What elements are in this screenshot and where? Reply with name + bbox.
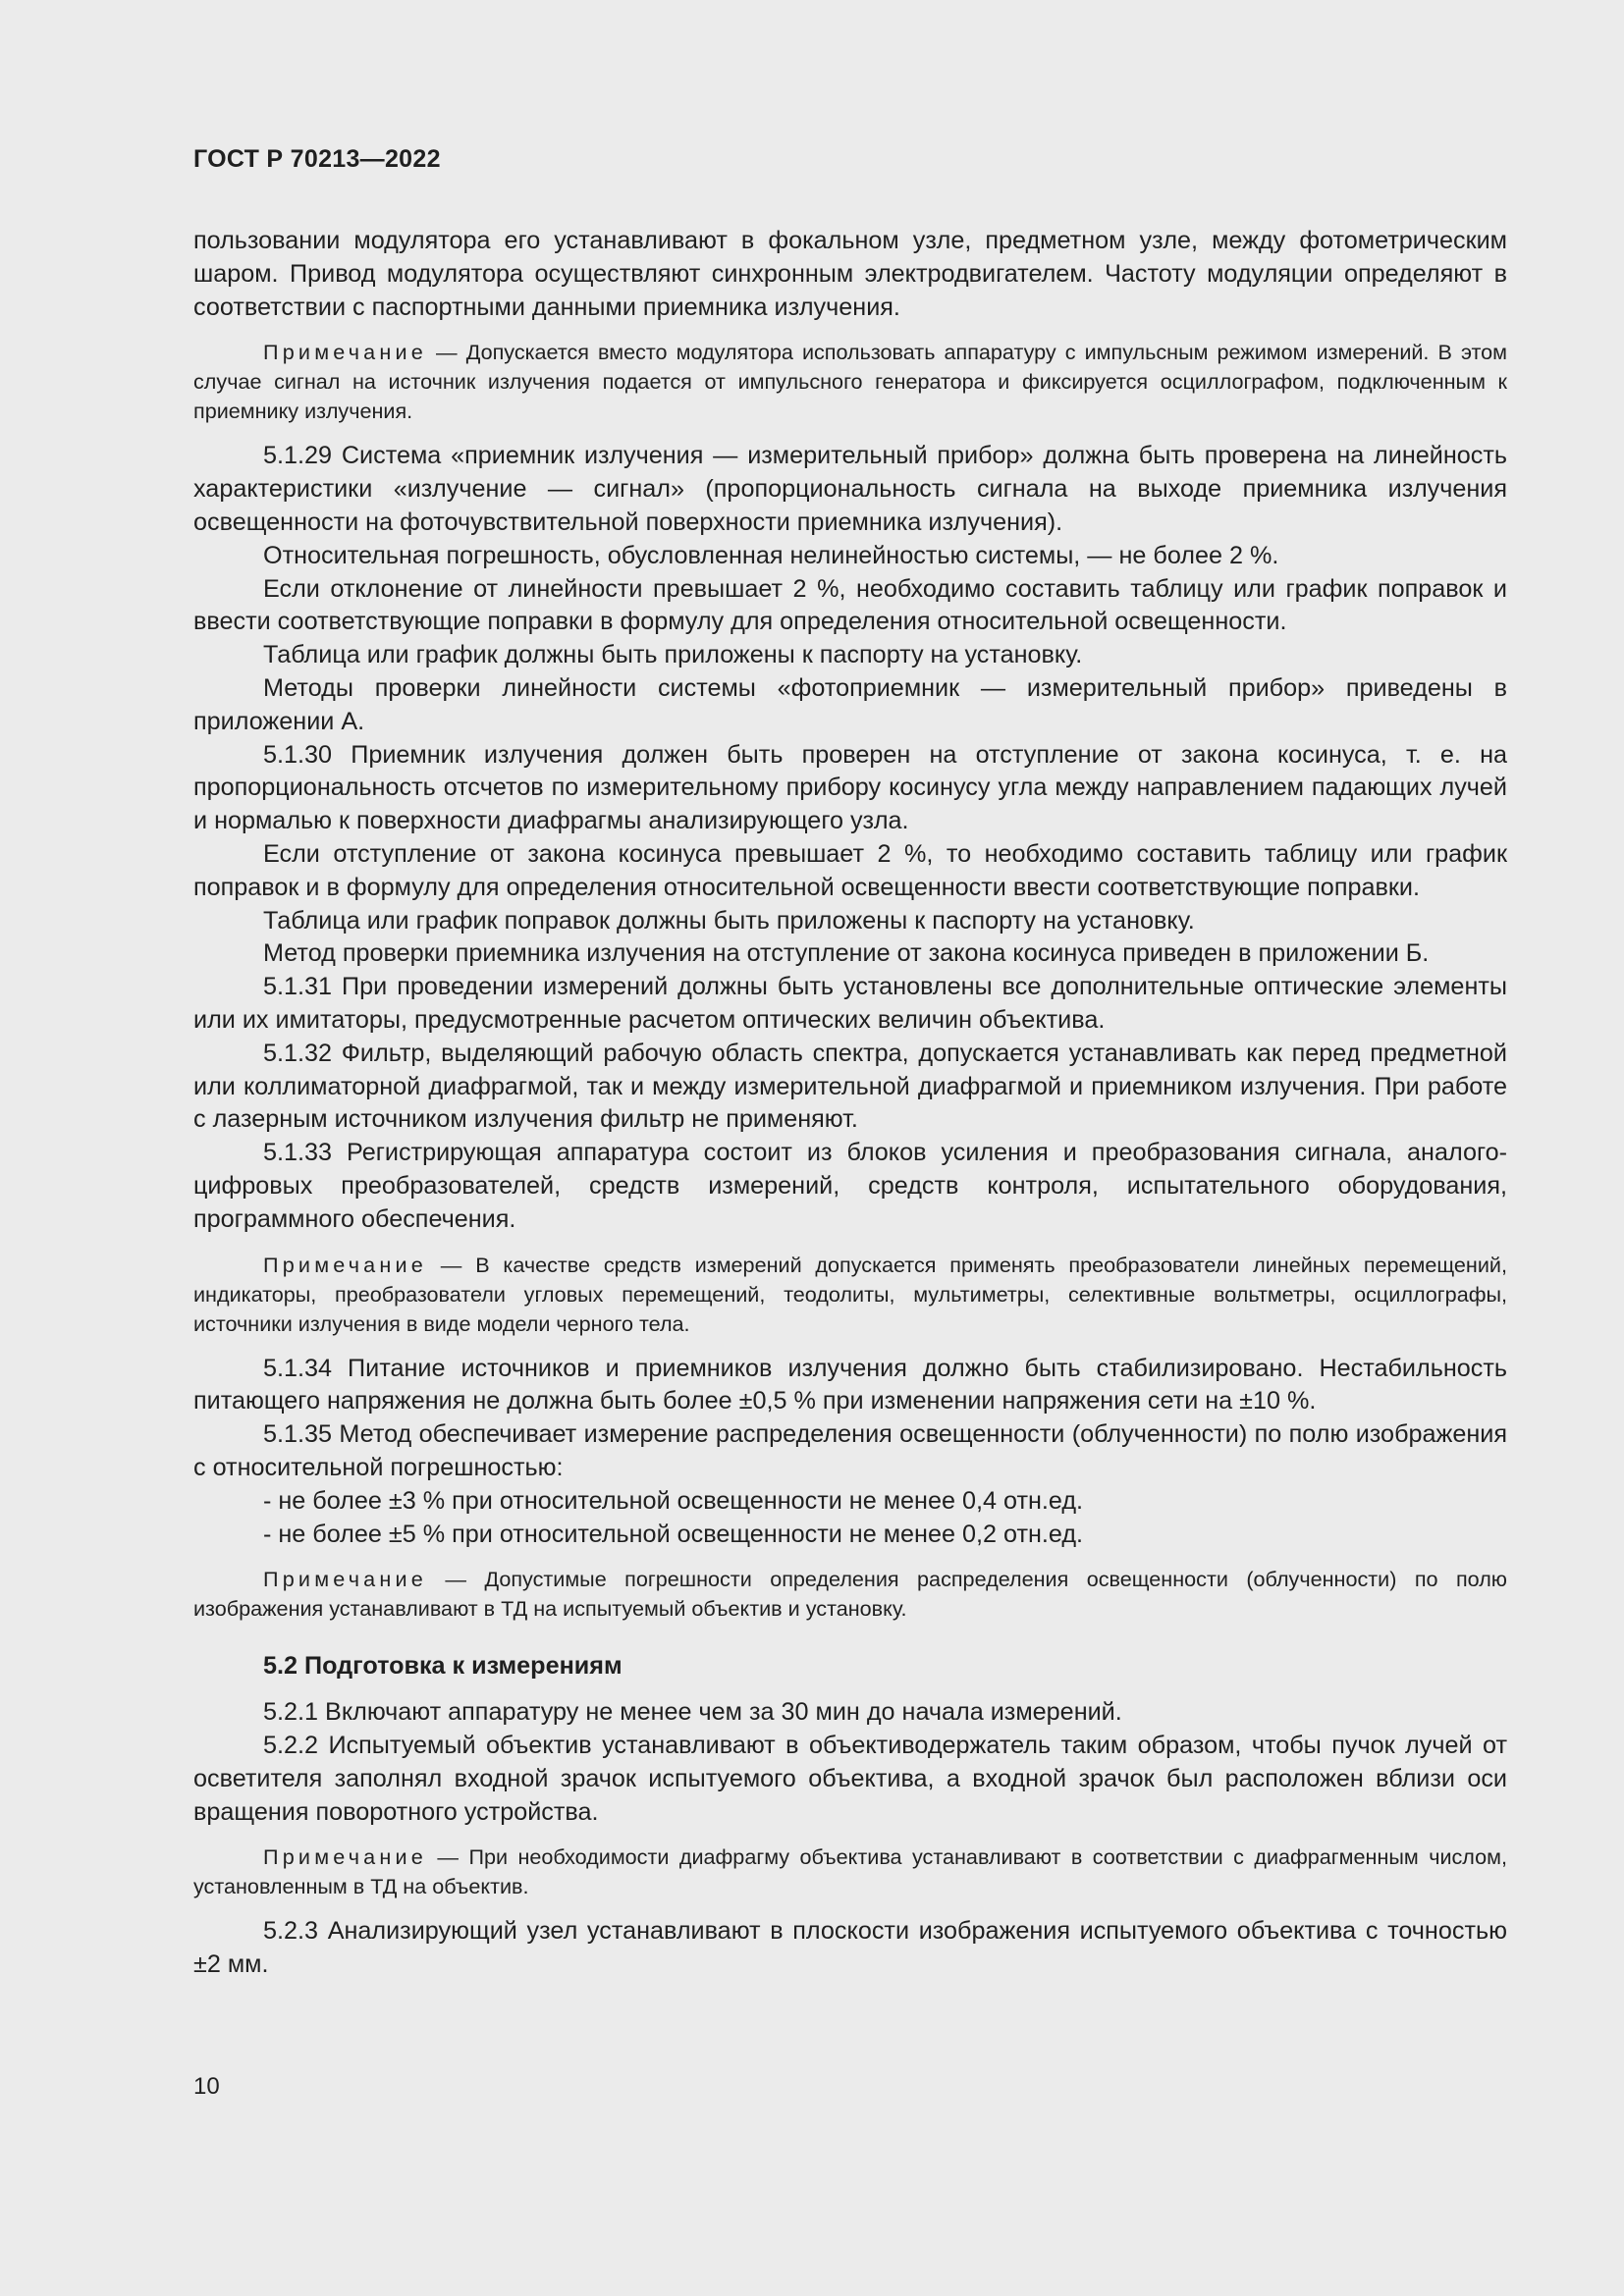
list-item: - не более ±3 % при относительной освещенности не менее 0,4 отн.ед. [263,1486,1084,1515]
note [193,1565,1507,1624]
paragraph: Относительная погрешность, обусловленная нелинейностью системы, — не более 2 %. [263,541,1279,569]
note [193,1251,1507,1339]
list-item: - не более ±5 % при относительной освещенности не менее 0,2 отн.ед. [263,1520,1084,1548]
clause-5-2-3: 5.2.3 Анализирующий узел устанавливают в плоскости изображения испытуемого объектива с точностью ±2 мм. [193,1917,1507,1979]
clause-5-1-30: 5.1.30 Приемник излучения должен быть проверен на отступление от закона косинуса, т. е. на пропорциональность отсчетов по измерительному прибору косинусу угла между направлением падающих лучей и нормалью к поверхности диафрагмы анализирующего узла. [193,740,1507,835]
note-text: — В качестве средств измерений допускается применять преобразователи линейных перемещений, индикаторы, преобразователи угловых перемещений, теодолиты, мультиметры, селективные вольтметры, осциллографы, источники излучения в виде модели черного тела. [193,1252,1507,1336]
clause-5-1-34: 5.1.34 Питание источников и приемников излучения должно быть стабилизировано. Нестабильность питающего напряжения не должна быть более ±0,5 % при изменении напряжения сети на ±10 %. [193,1354,1507,1415]
note [193,1842,1507,1901]
paragraph: пользовании модулятора его устанавливают в фокальном узле, предметном узле, между фотометрическим шаром. Привод модулятора осуществляют синхронным электродвигателем. Частоту модуляции определяют в соответствии с паспортными данными приемника излучения. [193,227,1507,321]
note-label: Примечание [263,1567,427,1592]
clause-5-1-32: 5.1.32 Фильтр, выделяющий рабочую область спектра, допускается устанавливать как перед предметной или коллиматорной диафрагмой, так и между измерительной диафрагмой и приемником излучения. При работе с лазерным источником излучения фильтр не применяют. [193,1039,1507,1134]
note [193,338,1507,426]
clause-5-2-2: 5.2.2 Испытуемый объектив устанавливают в объективодержатель таким образом, чтобы пучок лучей от осветителя заполнял входной зрачок испытуемого объектива, а входной зрачок был расположен вблизи оси вращения поворотного устройства. [193,1732,1507,1826]
page-number: 10 [193,2073,220,2100]
clause-5-1-33: 5.1.33 Регистрирующая аппаратура состоит из блоков усиления и преобразования сигнала, аналого-цифровых преобразователей, средств измерений, средств контроля, испытательного оборудования, программного обеспечения. [193,1139,1507,1233]
paragraph: Если отступление от закона косинуса превышает 2 %, то необходимо составить таблицу или график поправок и в формулу для определения относительной освещенности ввести соответствующие поправки. [193,839,1507,901]
clause-5-1-31: 5.1.31 При проведении измерений должны быть установлены все дополнительные оптические элементы или их имитаторы, предусмотренные расчетом оптических величин объектива. [193,973,1507,1034]
clause-5-1-35: 5.1.35 Метод обеспечивает измерение распределения освещенности (облученности) по полю изображения с относительной погрешностью: [193,1420,1507,1481]
document-code-header: ГОСТ Р 70213—2022 [193,145,441,173]
document-page [193,145,1507,1982]
clause-5-1-29: 5.1.29 Система «приемник излучения — измерительный прибор» должна быть проверена на линейность характеристики «излучение — сигнал» (пропорциональность сигнала на выходе приемника излучения освещенности на фоточувствительной поверхности приемника излучения). [193,442,1507,536]
note-label: Примечание [263,340,427,365]
paragraph: Методы проверки линейности системы «фотоприемник — измерительный прибор» приведены в приложении А. [193,673,1507,735]
paragraph: Таблица или график поправок должны быть приложены к паспорту на установку. [263,906,1195,934]
paragraph: Метод проверки приемника излучения на отступление от закона косинуса приведен в приложении Б. [263,939,1430,968]
paragraph: Если отклонение от линейности превышает 2 %, необходимо составить таблицу или график поправок и ввести соответствующие поправки в формулу для определения относительной освещенности. [193,574,1507,636]
note-label: Примечание [263,1252,427,1277]
clause-5-2-1: 5.2.1 Включают аппаратуру не менее чем за 30 мин до начала измерений. [263,1698,1122,1727]
note-text: — При необходимости диафрагму объектива устанавливают в соответствии с диафрагменным числом, установленным в ТД на объектив. [193,1844,1507,1899]
paragraph: Таблица или график должны быть приложены к паспорту на установку. [263,641,1083,669]
note-label: Примечание [263,1844,427,1870]
section-heading: 5.2 Подготовка к измерениям [263,1652,623,1681]
note-text: — Допускается вместо модулятора использовать аппаратуру с импульсным режимом измерений. В этом случае сигнал на источник излучения подается от импульсного генератора и фиксируется осциллографом, подключенным к приемнику излучения. [193,340,1507,424]
note-text: — Допустимые погрешности определения распределения освещенности (облученности) по полю изображения устанавливают в ТД на испытуемый объектив и установку. [193,1567,1507,1622]
